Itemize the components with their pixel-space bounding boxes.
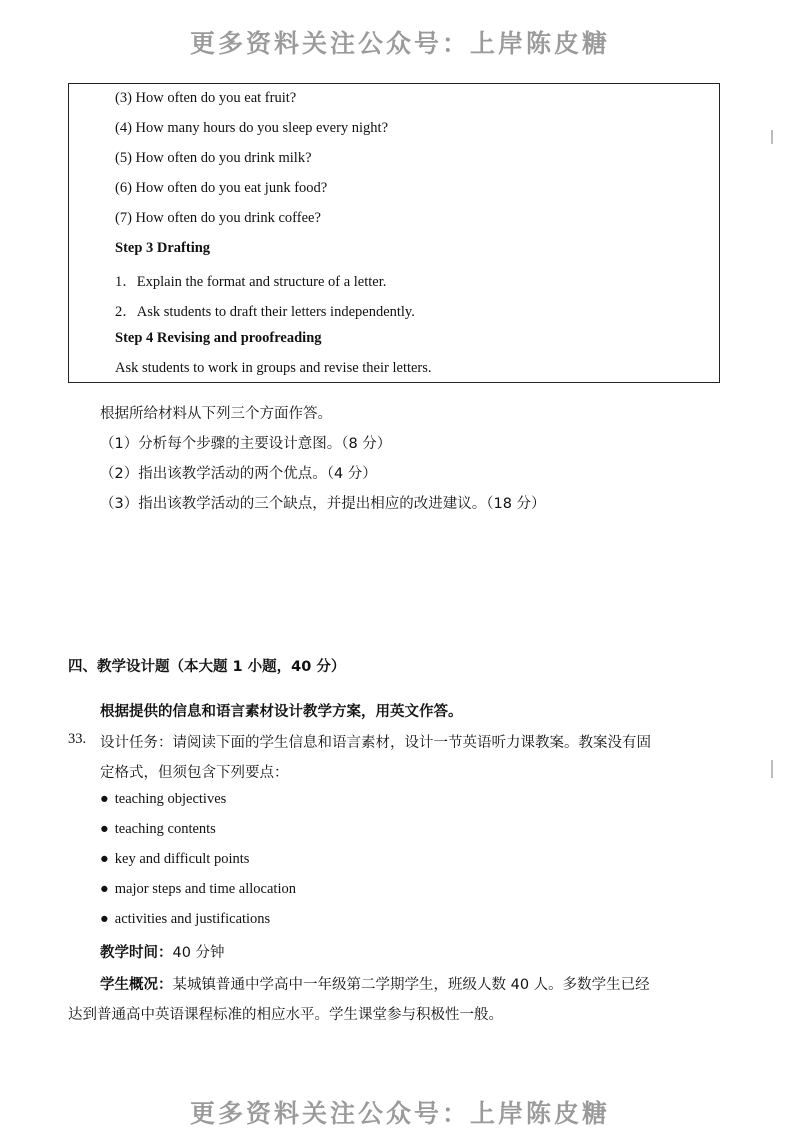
time-label: 教学时间： [100, 945, 173, 961]
bullet-text: teaching contents [114, 821, 216, 837]
watermark-bottom: 更多资料关注公众号：上岸陈皮糖 [189, 1099, 610, 1128]
section4-subheading: 根据提供的信息和语言素材设计教学方案，用英文作答。 [100, 704, 463, 720]
step3-item-2: 2．Ask students to draft their letters independently. [115, 304, 415, 320]
question-6: (6) How often do you eat junk food? [115, 180, 328, 196]
question-3: (3) How often do you eat fruit? [115, 90, 297, 106]
question-7: (7) How often do you drink coffee? [115, 210, 321, 226]
bullet-icon: ● [100, 851, 109, 867]
bullet-icon: ● [100, 821, 109, 837]
profile-line-1 [100, 973, 650, 994]
teaching-time [100, 941, 225, 962]
bullet-item [100, 821, 216, 838]
scan-edge-mark [771, 760, 773, 778]
question-4: (4) How many hours do you sleep every night? [115, 120, 389, 136]
profile-line-2: 达到普通高中英语课程标准的相应水平。学生课堂参与积极性一般。 [68, 1007, 503, 1023]
bullet-text: key and difficult points [114, 851, 250, 867]
bullet-text: major steps and time allocation [114, 881, 296, 897]
profile-label: 学生概况： [100, 977, 173, 993]
bullet-item [100, 911, 270, 928]
bullet-text: teaching objectives [114, 791, 227, 807]
profile-text-1: 某城镇普通中学高中一年级第二学期学生，班级人数 40 人。多数学生已经 [172, 977, 650, 993]
step4-text: Ask students to work in groups and revise their letters. [115, 360, 432, 376]
instruction-item-2: （2）指出该教学活动的两个优点。（4 分） [100, 466, 377, 482]
bullet-text: activities and justifications [114, 911, 271, 927]
task-line-1: 设计任务：请阅读下面的学生信息和语言素材，设计一节英语听力课教案。教案没有固 [100, 735, 651, 751]
bullet-icon: ● [100, 911, 109, 927]
bullet-item [100, 791, 226, 808]
bullet-item [100, 881, 296, 898]
step3-item-1: 1．Explain the format and structure of a letter. [115, 274, 387, 290]
step3-title: Step 3 Drafting [115, 240, 211, 256]
task-line-2: 定格式，但须包含下列要点： [100, 765, 289, 781]
question-number: 33. [68, 731, 87, 747]
bullet-icon: ● [100, 881, 109, 897]
bullet-item [100, 851, 249, 868]
instruction-item-3: （3）指出该教学活动的三个缺点，并提出相应的改进建议。（18 分） [100, 496, 546, 512]
instruction-item-1: （1）分析每个步骤的主要设计意图。（8 分） [100, 436, 392, 452]
scan-edge-mark [771, 130, 773, 144]
time-value: 40 分钟 [172, 945, 225, 961]
question-5: (5) How often do you drink milk? [115, 150, 312, 166]
bullet-icon: ● [100, 791, 109, 807]
step4-title: Step 4 Revising and proofreading [115, 330, 322, 346]
watermark-top: 更多资料关注公众号：上岸陈皮糖 [189, 29, 610, 58]
section4-heading: 四、教学设计题（本大题 1 小题，40 分） [68, 659, 346, 675]
instructions-intro: 根据所给材料从下列三个方面作答。 [100, 406, 332, 422]
activity-box [68, 83, 720, 383]
